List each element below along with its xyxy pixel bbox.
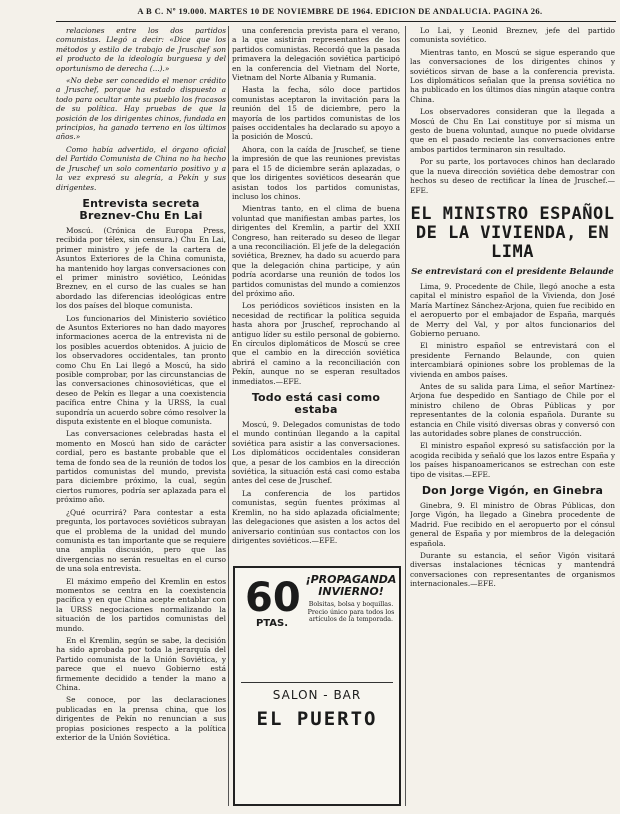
article-paragraph: Mientras tanto, en el clima de buena voluntad que manifiestan ambas partes, los dirigentes del Kremlin, a partir del XXII Congreso, han reiterado su deseo de llegar a una reconciliación. El jefe de la delegación soviética, Breznev, ha dado su acuerdo para que la delegación china participe, y aún podría acordarse una reunión de todos los partidos comunistas del mundo a comienzos del próximo año. — [232, 204, 400, 298]
article-headline-breznev: Entrevista secreta Breznev-Chu En Lai — [79, 196, 203, 222]
intro-paragraph: «No debe ser concedido el menor crédito a Jruschef, porque ha estado dispuesto a todo para ocultar ante su pueblo los fracasos de su política. Hay pruebas de que la posición de los dirigentes chinos, fundada en principios, ha ganado terreno en los últimos años.» — [56, 76, 226, 142]
article-kicker: Se entrevistará con el presidente Belaunde — [411, 265, 614, 276]
article-paragraph: Hasta la fecha, sólo doce partidos comunistas aceptaron la invitación para la reunión del 15 de diciembre, pero la mayoría de los partidos comunistas de los países occidentales ha declarado su apoyo a la posición de Moscú. — [232, 85, 400, 142]
ad-divider — [241, 682, 393, 683]
article-paragraph: Ginebra, 9. El ministro de Obras Públicas, don Jorge Vigón, ha llegado a Ginebra procedente de Madrid. Fue recibido en el aeropuerto por el cónsul general de España y por miembros de la delegación española. — [410, 501, 615, 548]
column-divider-2 — [405, 26, 406, 806]
ad-venue-type: SALON - BAR — [272, 688, 362, 702]
article-paragraph: Los funcionarios del Ministerio soviético de Asuntos Exteriores no han dado mayores informaciones acerca de la entrevista ni de los posibles acuerdos obtenidos. A juicio de los observadores occidentales, tan pronto como Chu En Lai llegó a Moscú, ha sido posible comprobar, por las circunstancias de las conversaciones chinosoviéticas, que el deseo de Pekín es llegar a una coexistencia pacífica entre China y la URSS, la cual supondría un acuerdo sobre cómo resolver la disputa existente en el bloque comunista. — [56, 313, 226, 427]
article-paragraph: Mientras tanto, en Moscú se sigue esperando que las conversaciones de los dirigentes chinos y soviéticos sirvan de base a la conferencia prevista. Los diplomáticos señalan que la prensa soviética no ha publicado en los últimos días ningún ataque contra China. — [410, 47, 615, 104]
column-3 — [410, 26, 615, 806]
article-headline-todo: Todo está casi como estaba — [251, 391, 381, 417]
column-1 — [56, 26, 226, 806]
ad-promo-title: ¡PROPAGANDA INVIERNO! — [305, 573, 397, 598]
advertisement-box — [233, 566, 401, 806]
ad-price-block — [245, 575, 301, 629]
article-paragraph: Lo Lai, y Leonid Breznev, jefe del partido comunista soviético. — [410, 26, 615, 45]
column-divider-1 — [228, 26, 229, 806]
article-paragraph: Los observadores consideran que la llegada a Moscú de Chu En Lai constituye por sí misma un gesto de buena voluntad, aunque no puede olvidarse que en el pasado reciente las conversaciones entre ambos partidos terminaron sin resultado. — [410, 107, 615, 154]
article-paragraph: Por su parte, los portavoces chinos han declarado que la nueva dirección soviética debe demostrar con hechos su deseo de rectificar la línea de Jruschef.—EFE. — [410, 157, 615, 195]
intro-paragraph: Como había advertido, el órgano oficial del Partido Comunista de China no ha hecho de Jruschef un solo comentario positivo y a la vez expresó su alegría, a Pekín y sus dirigentes. — [56, 144, 226, 192]
article-paragraph: Ahora, con la caída de Jruschef, se tiene la impresión de que las reuniones previstas para el 15 de diciembre serán aplazadas, o que los dirigentes soviéticos desearán que asistan todos los partidos comunistas, incluso los chinos. — [232, 144, 400, 201]
article-paragraph: El máximo empeño del Kremlin en estos momentos se centra en la coexistencia pacífica y en que China acepte entablar con la URSS negociaciones normalizando la situación de los partidos comunistas del mundo. — [56, 576, 226, 633]
article-paragraph: Los periódicos soviéticos insisten en la necesidad de rectificar la política seguida hasta ahora por Jruschef, reprochando al antiguo líder su estilo personal de gobierno. En círculos diplomáticos de Moscú se cree que el cambio en la dirección soviética abrirá el camino a la reconciliación con Pekín, aunque no se esperan resultados inmediatos.—EFE. — [232, 301, 400, 386]
article-paragraph: Durante su estancia, el señor Vigón visitará diversas instalaciones técnicas y mantendrá conversaciones con representantes de organismos internacionales.—EFE. — [410, 551, 615, 589]
article-paragraph: La conferencia de los partidos comunistas, según fuentes próximas al Kremlin, no ha sido aplazada oficialmente; las delegaciones que asisten a los actos del aniversario continúan sus contactos con los dirigentes soviéticos.—EFE. — [232, 488, 400, 545]
ad-currency: PTAS. — [255, 618, 289, 629]
intro-paragraph: relaciones entre los dos partidos comunistas. Llegó a decir: «Dice que los métodos y estilo de trabajo de Jruschef son el producto de la ideología burguesa y del oportunismo de derecha (...).» — [56, 26, 226, 73]
article-paragraph: El ministro español expresó su satisfacción por la acogida recibida y señaló que los lazos entre España y los países hispanoamericanos se estrechan con este tipo de visitas.—EFE. — [410, 441, 615, 479]
article-paragraph: Antes de su salida para Lima, el señor Martínez-Arjona fue despedido en Santiago de Chile por el ministro chileno de Obras Públicas y por representantes de la colonia española. Durante su estancia en Chile visitó diversas obras y conversó con las autoridades sobre planes de construcción. — [410, 381, 615, 438]
header-rule — [56, 21, 616, 22]
ad-venue-name: EL PUERTO — [256, 708, 378, 730]
ad-price: 60 — [245, 575, 301, 621]
article-headline-vigon: Don Jorge Vigón, en Ginebra — [421, 484, 604, 498]
article-paragraph: Se conoce, por las declaraciones publicadas en la prensa china, que los dirigentes de Pekín no renuncian a sus propias posiciones respecto a la política exterior de la Unión Soviética. — [56, 695, 226, 743]
article-paragraph: En el Kremlin, según se sabe, la decisión ha sido aprobada por toda la jerarquía del Partido comunista de la Unión Soviética, y parece que el nuevo Gobierno está firmemente decidido a tender la mano a China. — [56, 635, 226, 692]
ad-promo-text: Bolsitas, bolsa y boquillas. Precio único para todos los artículos de la temporada. — [307, 601, 395, 624]
ad-promo-block — [305, 574, 397, 624]
article-paragraph: Moscú. (Crónica de Europa Press, recibida por télex, sin censura.) Chu En Lai, primer ministro y jefe de la cartera de Asuntos Exteriores de la China comunista, ha mantenido hoy largas conversaciones con el primer ministro soviético, Leónidas Breznev, en el curso de las cuales se han abordado las diferencias ideológicas entre los dos países del bloque comunista. — [56, 225, 226, 311]
article-paragraph: El ministro español se entrevistará con el presidente Fernando Belaunde, con quien intercambiará opiniones sobre los problemas de la vivienda en ambos países. — [410, 341, 615, 379]
article-paragraph: Las conversaciones celebradas hasta el momento en Moscú han sido de carácter cordial, pero es bastante probable que el tema de fondo sea de la reunión de todos los partidos comunistas del mundo, prevista para diciembre próximo, la cual, según ciertos rumores, podría ser aplazada para el próximo año. — [56, 429, 226, 505]
masthead: A B C. Nº 19.000. MARTES 10 DE NOVIEMBRE DE 1964. EDICION DE ANDALUCIA. PAGINA 26. — [137, 6, 543, 16]
article-paragraph: Lima, 9. Procedente de Chile, llegó anoche a esta capital el ministro español de la Vivienda, don José María Martínez Sánchez-Arjona, quien fue recibido en el aeropuerto por el embajador de España, marqués de Merry del Val, y por altos funcionarios del Gobierno peruano. — [410, 281, 615, 338]
article-paragraph: ¿Qué ocurrirá? Para contestar a esta pregunta, los portavoces soviéticos subrayan que el problema de la unidad del mundo comunista es tan importante que se requiere una amplia discusión, pero que las divergencias no serán resueltas en el curso de una sola entrevista. — [56, 507, 226, 574]
article-paragraph: una conferencia prevista para el verano, a la que asistirán representantes de los partidos comunistas. Recordó que la pasada primavera la delegación soviética participó en la conferencia del Vietnam del Norte, Vietnam del Norte Albania y Rumania. — [232, 26, 400, 83]
article-paragraph: Moscú, 9. Delegados comunistas de todo el mundo continúan llegando a la capital soviética para asistir a las conversaciones. Los diplomáticos occidentales consideran que, a pesar de los cambios en la dirección soviética, la situación está casi como estaba antes del cese de Jruschef. — [232, 420, 400, 486]
article-headline-ministro: EL MINISTRO ESPAÑOL DE LA VIVIENDA, EN LIMA — [410, 203, 615, 262]
column-2 — [232, 26, 400, 556]
